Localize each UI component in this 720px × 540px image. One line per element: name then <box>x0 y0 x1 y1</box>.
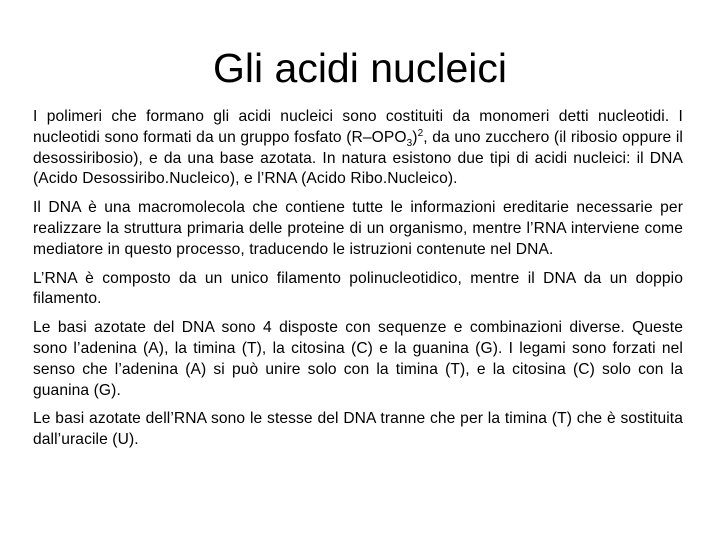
slide-title: Gli acidi nucleici <box>213 45 507 91</box>
paragraph-nucleotides-text-b: ) <box>412 128 418 146</box>
paragraph-strands: L’RNA è composto da un unico filamento polinucleotidico, mentre il DNA da un doppio filamento. <box>33 269 683 308</box>
paragraph-nucleotides <box>33 107 683 190</box>
paragraph-nucleotides-text-a: I polimeri che formano gli acidi nucleici sono costituiti da monomeri detti nucleotidi. I nucleotidi sono formati da un gruppo fosfato (R–OPO <box>33 108 683 146</box>
paragraph-dna-bases: Le basi azotate del DNA sono 4 disposte con sequenze e combinazioni diverse. Queste sono l’adenina (A), la timina (T), la citosina (C) e la guanina (G). I legami sono forzati nel senso che l’adenina (A) si può unire solo con la timina (T), e la citosina (C) solo con la guanina (G). <box>33 319 683 399</box>
slide-body <box>33 107 683 459</box>
paragraph-rna-bases: Le basi azotate dell’RNA sono le stesse del DNA tranne che per la timina (T) che è sostituita dall’uracile (U). <box>33 410 683 449</box>
phosphate-subscript: 3 <box>406 137 413 149</box>
phosphate-superscript: 2 <box>417 127 424 139</box>
paragraph-dna-role: Il DNA è una macromolecola che contiene tutte le informazioni ereditarie necessarie per realizzare la struttura primaria delle proteine di un organismo, mentre l’RNA interviene come mediatore in questo processo, traducendo le istruzioni contenute nel DNA. <box>33 199 683 258</box>
paragraph-nucleotides-text-c: , da uno zucchero (il ribosio oppure il desossiribosio), e da una base azotata. In natura esistono due tipi di acidi nucleici: il DNA (Acido Desossiribo.Nucleico), e l’RNA (Acido Ribo.Nucleico). <box>33 128 683 188</box>
